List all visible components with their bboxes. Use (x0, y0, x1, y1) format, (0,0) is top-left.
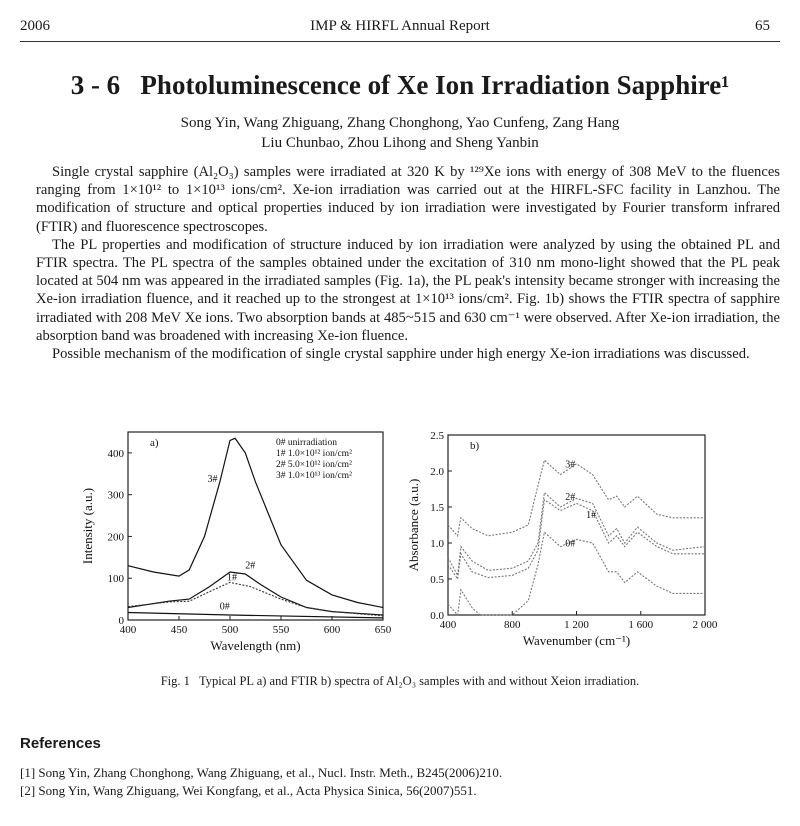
x-tick-label: 500 (221, 624, 239, 636)
y-tick-label: 300 (107, 489, 124, 502)
x-tick-label: 550 (272, 624, 290, 636)
author-line: Liu Chunbao, Zhou Lihong and Sheng Yanbin (261, 135, 539, 151)
legend-entry: 0# unirradiation (276, 438, 337, 448)
paragraph: Possible mechanism of the modification of single crystal sapphire under high energy Xe-ion irradiations was discussed. (52, 346, 750, 363)
y-tick-label: 100 (107, 573, 124, 586)
series-line-0 (448, 532, 705, 615)
curve-label: 1# (226, 572, 237, 584)
curve-label: 2# (565, 491, 576, 503)
references-heading: References (20, 735, 101, 752)
curve-label: 0# (565, 538, 576, 550)
y-tick-label: 2.5 (430, 430, 444, 442)
author-list (0, 113, 800, 153)
plot-frame (448, 435, 705, 615)
x-tick-label: 2 000 (692, 619, 718, 631)
curve-label: 3# (565, 459, 576, 471)
x-tick-label: 600 (323, 624, 341, 636)
header-journal: IMP & HIRFL Annual Report (310, 18, 490, 34)
reference-item: [1] Song Yin, Zhang Chonghong, Wang Zhiguang, et al., Nucl. Instr. Meth., B245(2006)210. (20, 765, 503, 780)
series-line-2 (448, 493, 705, 576)
series-line-0 (128, 613, 383, 618)
y-axis-label: Absorbance (a.u.) (406, 478, 421, 572)
header-rule (20, 41, 780, 42)
y-axis-label: Intensity (a.u.) (80, 487, 95, 565)
panel-label: a) (150, 437, 159, 449)
x-tick-label: 800 (504, 619, 521, 631)
paragraph: Single crystal sapphire (Al₂O₃) samples were irradiated at 320 K by ¹²⁹Xe ions with energy of 308 MeV to the fluences ranging from 1×10¹² to 1×10¹³ ions/cm². Xe-ion irradiation was carried out at the HIRFL-SFC facility in Lanzhou. The modification of structure and optical properties induced by ion irradiation were investigated by Fourier transform infrared (FTIR) and fluorescence spectroscopes. (36, 164, 780, 235)
reference-list (20, 764, 502, 800)
x-tick-label: 400 (439, 619, 457, 631)
reference-item: [2] Song Yin, Wang Zhiguang, Wei Kongfang, et al., Acta Physica Sinica, 56(2007)551. (20, 783, 477, 798)
y-tick-label: 1.0 (430, 538, 444, 550)
x-tick-label: 1 200 (564, 619, 589, 631)
running-header (20, 18, 780, 40)
series-line-2 (128, 572, 383, 615)
x-tick-label: 400 (119, 624, 137, 636)
abstract-body (36, 163, 780, 363)
y-tick-label: 0.0 (430, 610, 444, 622)
x-axis-label: Wavenumber (cm⁻¹) (522, 633, 631, 648)
x-tick-label: 650 (374, 624, 392, 636)
figure-1 (0, 420, 800, 670)
y-tick-label: 1.5 (430, 502, 444, 514)
x-tick-label: 450 (170, 624, 188, 636)
article-title: 3 - 6 Photoluminescence of Xe Ion Irradiation Sapphire¹ (70, 70, 730, 100)
curve-label: 3# (207, 474, 218, 486)
author-line: Song Yin, Wang Zhiguang, Zhang Chonghong, Yao Cunfeng, Zang Hang (180, 115, 620, 131)
chart-panel-a (80, 432, 392, 653)
y-tick-label: 0 (118, 615, 124, 627)
curve-label: 1# (586, 509, 597, 521)
curve-label: 2# (245, 560, 256, 572)
legend-entry: 2# 5.0×10¹² ion/cm² (276, 460, 352, 470)
y-tick-label: 200 (107, 531, 124, 544)
x-tick-label: 1 600 (628, 619, 654, 631)
x-axis-label: Wavelength (nm) (210, 638, 301, 653)
curve-label: 0# (219, 601, 230, 613)
y-tick-label: 0.5 (430, 574, 444, 586)
legend-entry: 3# 1.0×10¹³ ion/cm² (276, 471, 352, 481)
figure-caption: Fig. 1 Typical PL a) and FTIR b) spectra of Al₂O₃ samples with and without Xeion irradiation. (160, 674, 640, 688)
legend-entry: 1# 1.0×10¹² ion/cm² (276, 449, 352, 459)
header-year: 2006 (20, 18, 50, 34)
y-tick-label: 2.0 (430, 466, 444, 478)
panel-label: b) (470, 440, 480, 452)
paragraph: The PL properties and modification of structure induced by ion irradiation were analyzed by using the obtained PL and FTIR spectra. The PL spectra of the samples obtained under the excitation of 310 nm mono-light showed that the PL peak located at 504 nm was appeared in the irradiated samples (Fig. 1a), the PL peak's intensity became stronger with increasing the Xe-ion irradiation fluence, and it reached up to the strongest at 1×10¹³ ions/cm². Fig. 1b) shows the FTIR spectra of sapphire irradiated with 208 MeV Xe ions. Two absorption bands at 485~515 and 630 cm⁻¹ were observed. After Xe-ion irradiation, the absorption band was broadened with increasing Xe-ion fluence. (36, 236, 780, 344)
header-page-number: 65 (755, 18, 770, 34)
chart-panel-b (406, 430, 718, 648)
y-tick-label: 400 (107, 447, 124, 460)
